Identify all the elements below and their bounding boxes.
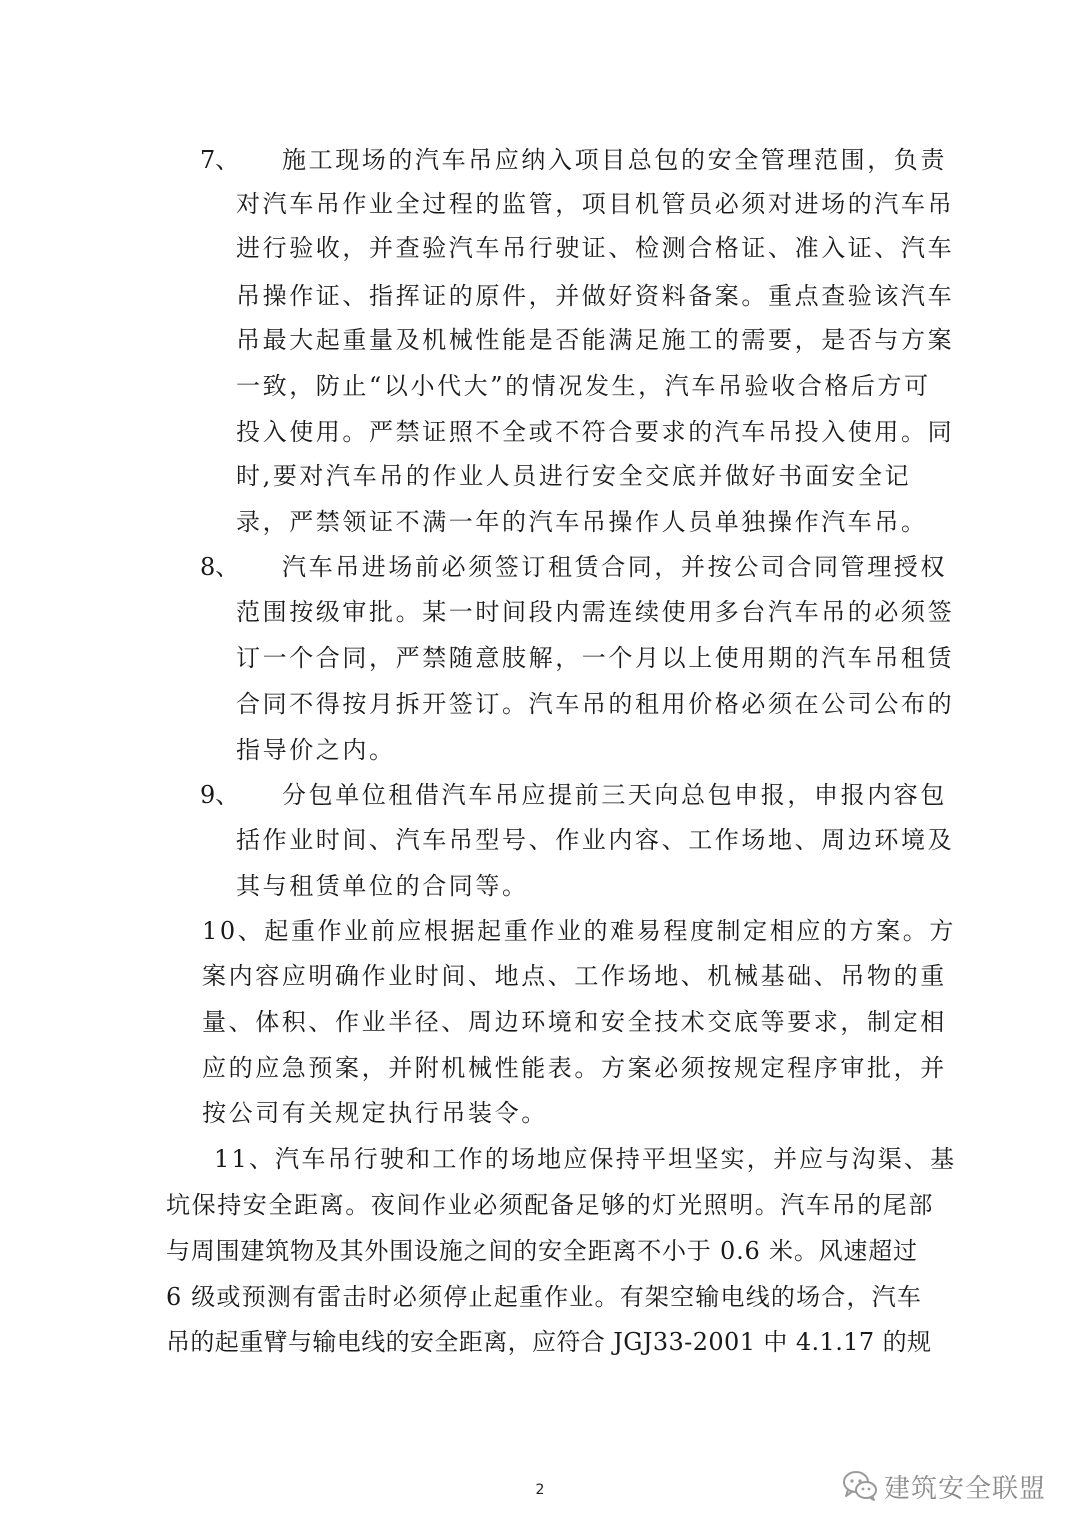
item-10-line-3: 量、体积、作业半径、周边环境和安全技术交底等要求，制定相 [202, 1008, 947, 1036]
item-11-line-4: 6 级或预测有雷击时必须停止起重作业。有架空输电线的场合，汽车 [166, 1283, 923, 1311]
page-number: 2 [535, 1482, 545, 1498]
item-7-line-2: 对汽车吊作业全过程的监管，项目机管员必须对进场的汽车吊 [236, 190, 955, 218]
item-9-line-1: 分包单位租借汽车吊应提前三天向总包申报，申报内容包 [282, 781, 947, 809]
item-8-line-3: 订一个合同，严禁随意肢解，一个月以上使用期的汽车吊租赁 [236, 644, 955, 672]
item-9-line-2: 括作业时间、汽车吊型号、作业内容、工作场地、周边环境及 [236, 826, 955, 854]
item-9-number: 9、 [200, 781, 240, 809]
item-11-line-5: 吊的起重臂与输电线的安全距离，应符合 JGJ33-2001 中 4.1.17 的规 [166, 1328, 932, 1356]
item-11-line-3: 与周围建筑物及其外围设施之间的安全距离不小于 0.6 米。风速超过 [166, 1237, 918, 1265]
item-7-line-3: 进行验收，并查验汽车吊行驶证、检测合格证、准入证、汽车 [236, 234, 955, 262]
watermark [842, 1466, 1046, 1506]
wechat-icon [842, 1470, 878, 1502]
item-7-line-5: 吊最大起重量及机械性能是否能满足施工的需要，是否与方案 [236, 326, 955, 354]
item-7-line-8: 时,要对汽车吊的作业人员进行安全交底并做好书面安全记 [236, 462, 912, 490]
item-10-line-4: 应的应急预案，并附机械性能表。方案必须按规定程序审批，并 [202, 1054, 947, 1082]
item-8-line-4: 合同不得按月拆开签订。汽车吊的租用价格必须在公司公布的 [236, 690, 955, 718]
item-7-line-1: 施工现场的汽车吊应纳入项目总包的安全管理范围，负责 [282, 146, 947, 174]
item-11-line-1: 11、汽车吊行驶和工作的场地应保持平坦坚实，并应与沟渠、基 [214, 1145, 957, 1173]
item-10-line-2: 案内容应明确作业时间、地点、工作场地、机械基础、吊物的重 [202, 962, 947, 990]
item-7-line-7: 投入使用。严禁证照不全或不符合要求的汽车吊投入使用。同 [236, 418, 955, 446]
item-7-line-9: 录，严禁领证不满一年的汽车吊操作人员单独操作汽车吊。 [236, 508, 928, 536]
item-7-line-4: 吊操作证、指挥证的原件，并做好资料备案。重点查验该汽车 [236, 282, 955, 310]
item-10-line-5: 按公司有关规定执行吊装令。 [202, 1099, 548, 1127]
item-8-line-2: 范围按级审批。某一时间段内需连续使用多台汽车吊的必须签 [236, 598, 955, 626]
item-7-line-6: 一致，防止“以小代大”的情况发生，汽车吊验收合格后方可 [236, 372, 931, 400]
item-8-line-1: 汽车吊进场前必须签订租赁合同，并按公司合同管理授权 [282, 553, 947, 581]
item-8-number: 8、 [200, 553, 240, 581]
item-10-line-1: 10、起重作业前应根据起重作业的难易程度制定相应的方案。方 [202, 917, 956, 945]
item-11-line-2: 坑保持安全距离。夜间作业必须配备足够的灯光照明。汽车吊的尾部 [166, 1191, 934, 1219]
item-7-number: 7、 [200, 146, 240, 174]
item-8-line-5: 指导价之内。 [236, 736, 396, 764]
item-9-line-3: 其与租赁单位的合同等。 [236, 872, 529, 900]
watermark-text: 建筑安全联盟 [884, 1473, 1047, 1504]
